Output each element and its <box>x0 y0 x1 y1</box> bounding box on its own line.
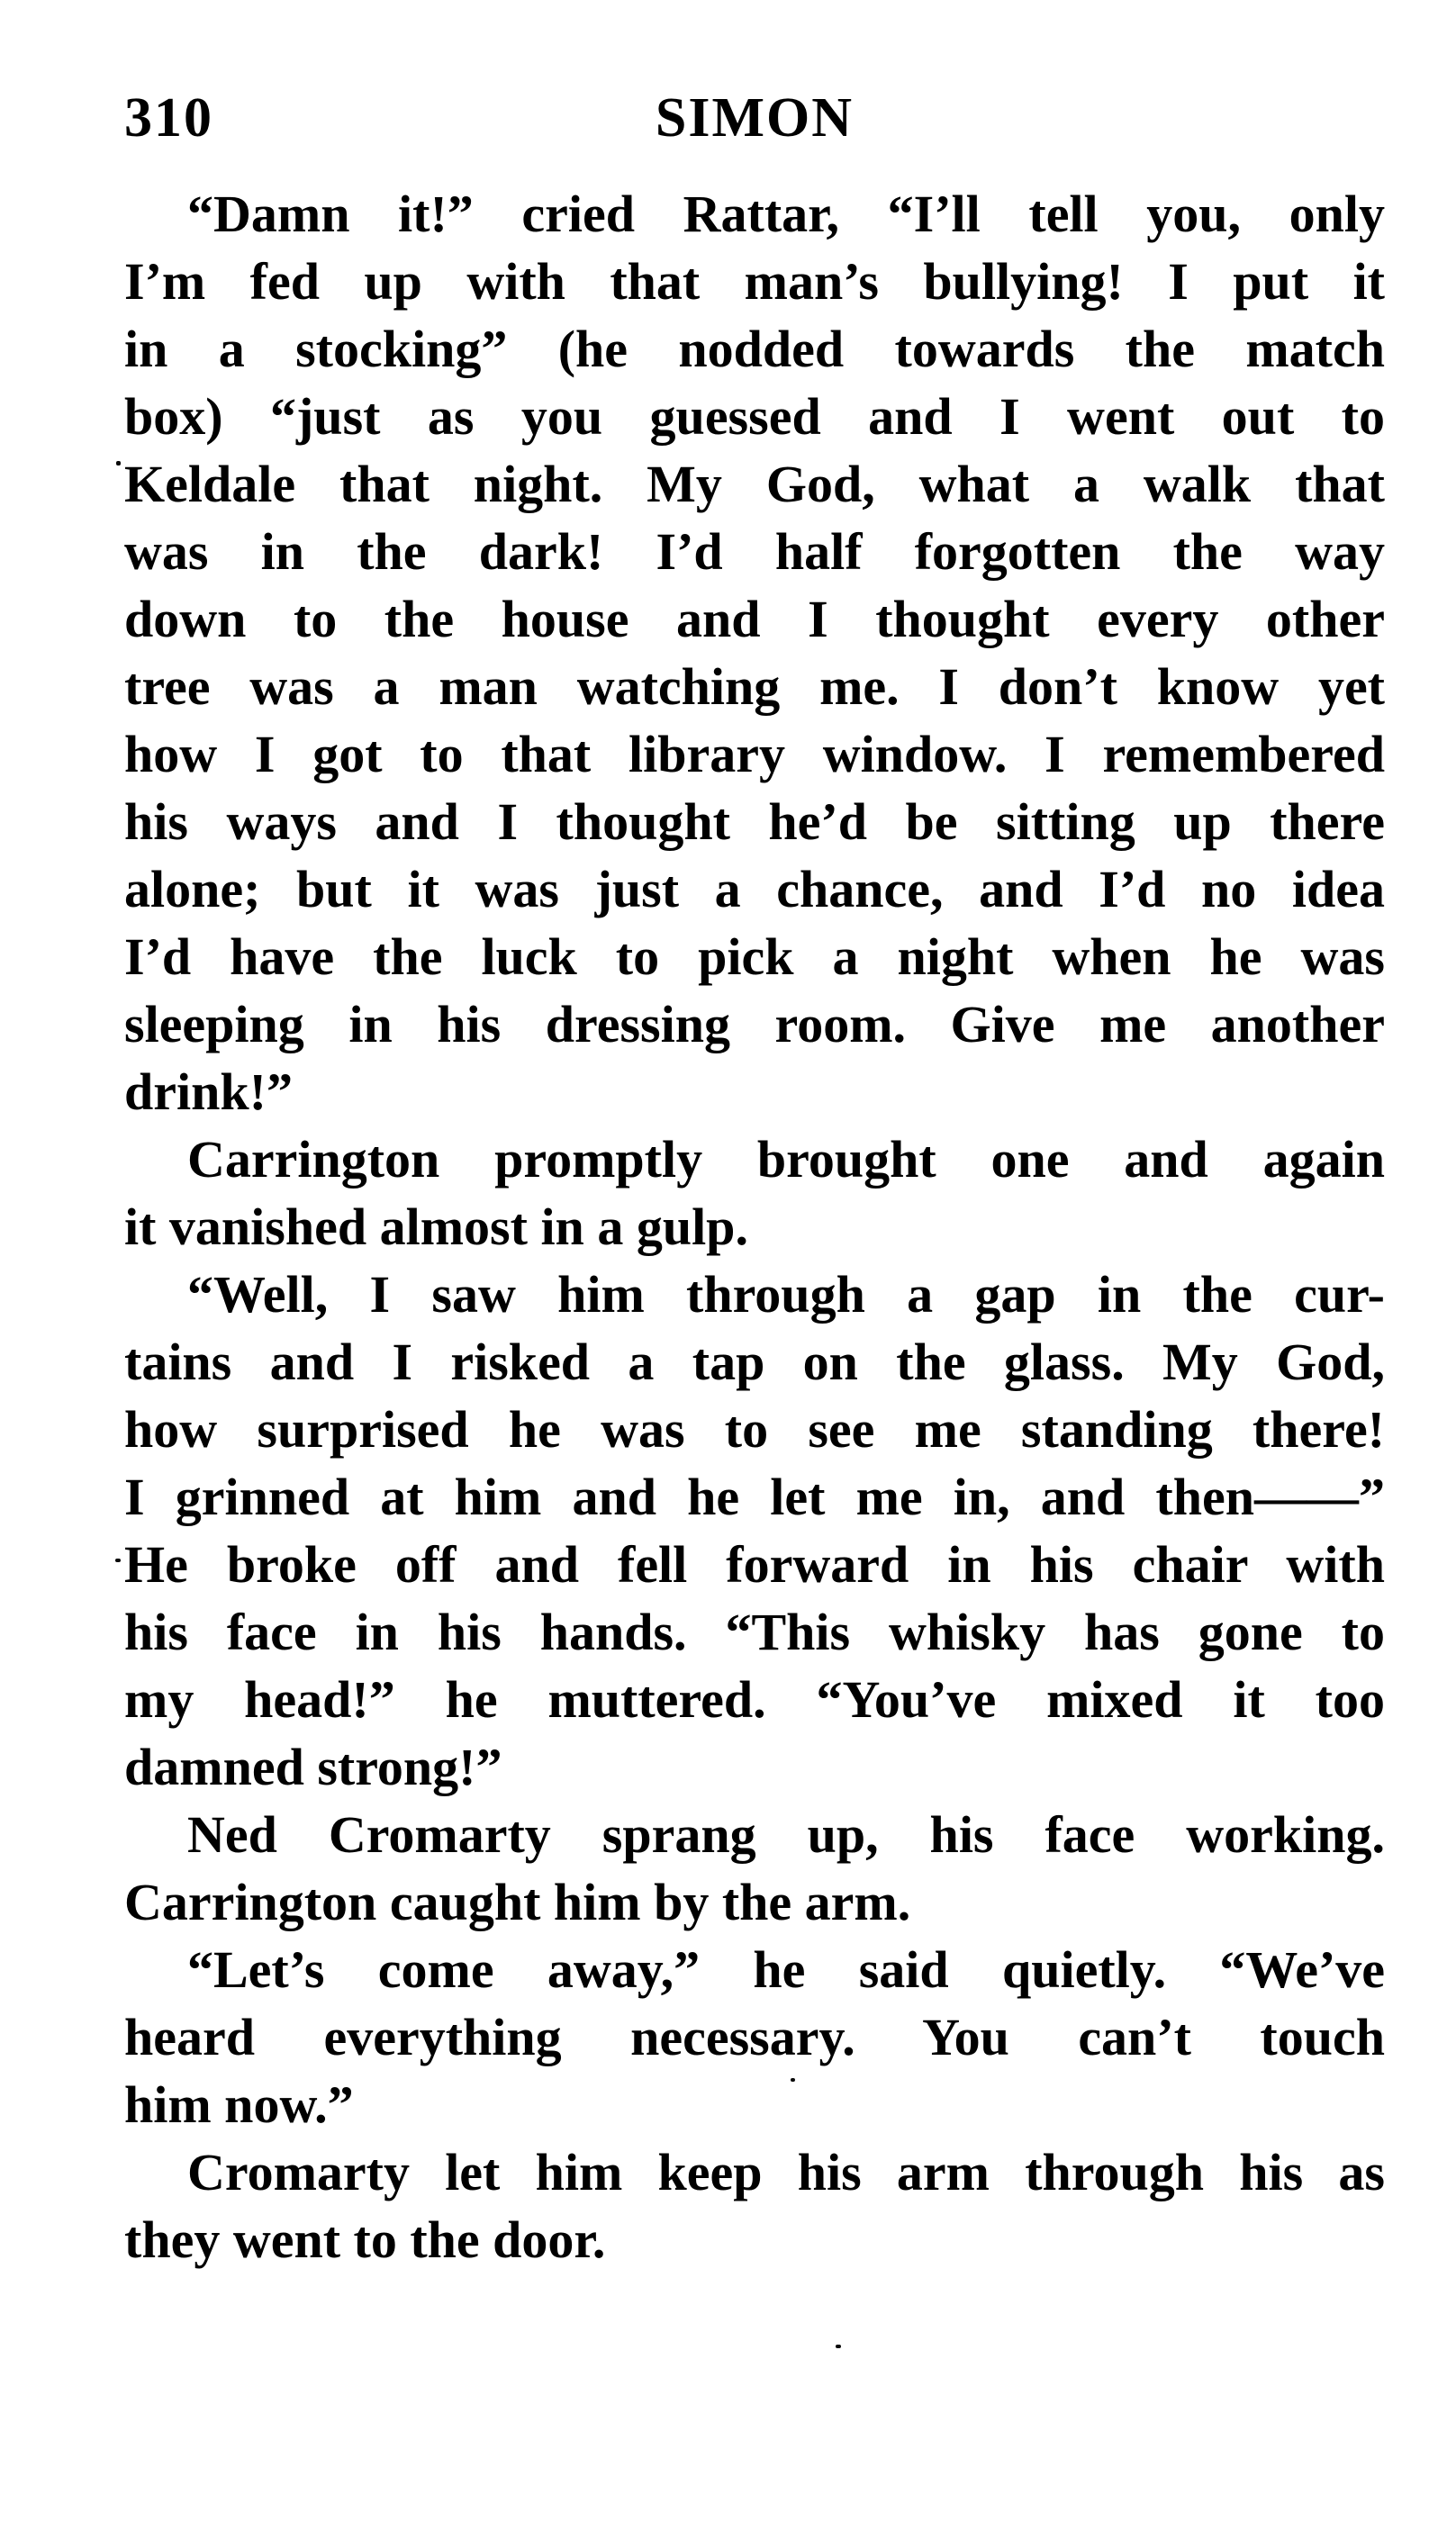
text-line: Carrington promptly brought one and again <box>187 1130 1385 1189</box>
paragraph <box>124 1125 1385 1261</box>
text-line: He broke off and fell forward in his chair with <box>124 1535 1385 1594</box>
text-line: Ned Cromarty sprang up, his face working. <box>187 1805 1385 1864</box>
page-text <box>124 180 1385 2273</box>
text-line: it vanished almost in a gulp. <box>124 1198 748 1256</box>
text-line: Cromarty let him keep his arm through his as <box>187 2143 1385 2201</box>
text-line: tains and I risked a tap on the glass. My God, <box>124 1333 1385 1391</box>
text-line: in a stocking” (he nodded towards the match <box>124 320 1385 378</box>
running-title: SIMON <box>655 87 855 149</box>
scan-speck <box>791 2078 795 2082</box>
text-line: down to the house and I thought every other <box>124 590 1385 648</box>
text-line: alone; but it was just a chance, and I’d no idea <box>124 860 1385 918</box>
text-line: I grinned at him and he let me in, and then——” <box>124 1468 1385 1526</box>
paragraph <box>124 180 1385 1125</box>
text-line: my head!” he muttered. “You’ve mixed it too <box>124 1670 1385 1729</box>
paragraph <box>124 1801 1385 1936</box>
paragraph <box>124 2138 1385 2273</box>
text-line: box) “just as you guessed and I went out to <box>124 387 1385 446</box>
page-number: 310 <box>124 87 213 149</box>
text-line: “Well, I saw him through a gap in the cur- <box>187 1265 1385 1324</box>
text-line: Keldale that night. My God, what a walk that <box>124 455 1385 513</box>
text-line: him now.” <box>124 2075 354 2134</box>
text-line: sleeping in his dressing room. Give me another <box>124 995 1385 1053</box>
text-line: his face in his hands. “This whisky has gone to <box>124 1603 1385 1661</box>
text-line: I’m fed up with that man’s bullying! I put it <box>124 252 1385 311</box>
text-line: “Let’s come away,” he said quietly. “We’ve <box>187 1940 1385 1999</box>
scan-speck <box>115 1559 121 1562</box>
page-header <box>124 87 1385 149</box>
text-line: tree was a man watching me. I don’t know yet <box>124 657 1385 716</box>
text-line: how surprised he was to see me standing there! <box>124 1400 1385 1459</box>
text-line: I’d have the luck to pick a night when he was <box>124 927 1385 986</box>
text-line: damned strong!” <box>124 1738 502 1796</box>
text-line: they went to the door. <box>124 2210 606 2269</box>
text-line: heard everything necessary. You can’t touch <box>124 2008 1385 2066</box>
paragraph <box>124 1936 1385 2138</box>
text-line: was in the dark! I’d half forgotten the way <box>124 522 1385 581</box>
scan-speck <box>116 461 121 466</box>
text-line: how I got to that library window. I remembered <box>124 725 1385 783</box>
paragraph <box>124 1261 1385 1801</box>
text-line: his ways and I thought he’d be sitting up there <box>124 792 1385 851</box>
text-line: Carrington caught him by the arm. <box>124 1873 911 1931</box>
text-line: “Damn it!” cried Rattar, “I’ll tell you, only <box>187 185 1385 243</box>
scan-speck <box>836 2345 841 2348</box>
text-line: drink!” <box>124 1062 293 1121</box>
